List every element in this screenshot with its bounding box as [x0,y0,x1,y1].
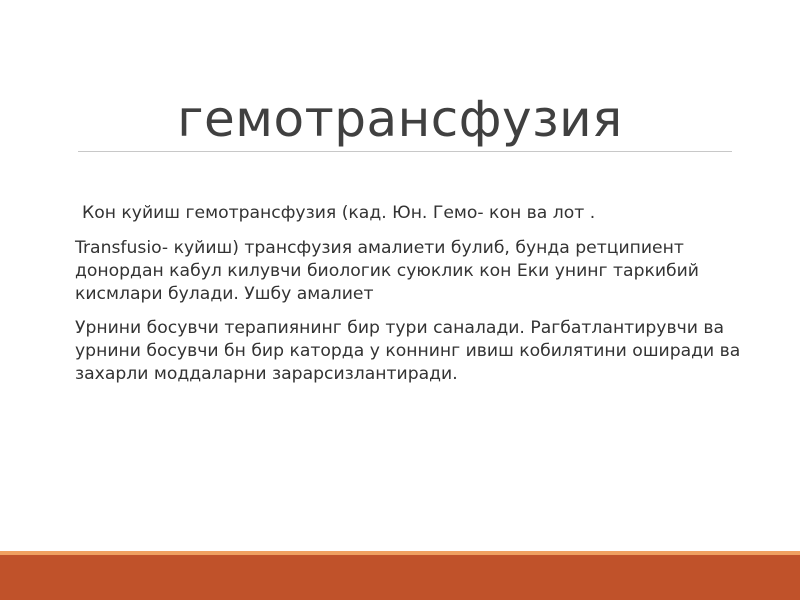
slide-body [75,202,765,397]
slide-title: гемотрансфузия [177,90,623,148]
footer-band [0,555,800,600]
body-paragraph-1: Кон куйиш гемотрансфузия (кад. Юн. Гемо- кон ва лот . [82,203,596,223]
title-divider [78,151,732,152]
body-paragraph-2: Transfusio- куйиш) трансфузия амалиети булиб, бунда ретципиент донордан кабул килувчи биологик суюклик кон Еки унинг таркибий кисмлари булади. Ушбу амалиет [75,238,699,304]
body-paragraph-3: Урнини босувчи терапиянинг бир тури саналади. Рагбатлантирувчи ва урнини босувчи бн бир каторда у коннинг ивиш кобилятини оширади ва захарли моддаларни зарарсизлантиради. [75,318,741,384]
